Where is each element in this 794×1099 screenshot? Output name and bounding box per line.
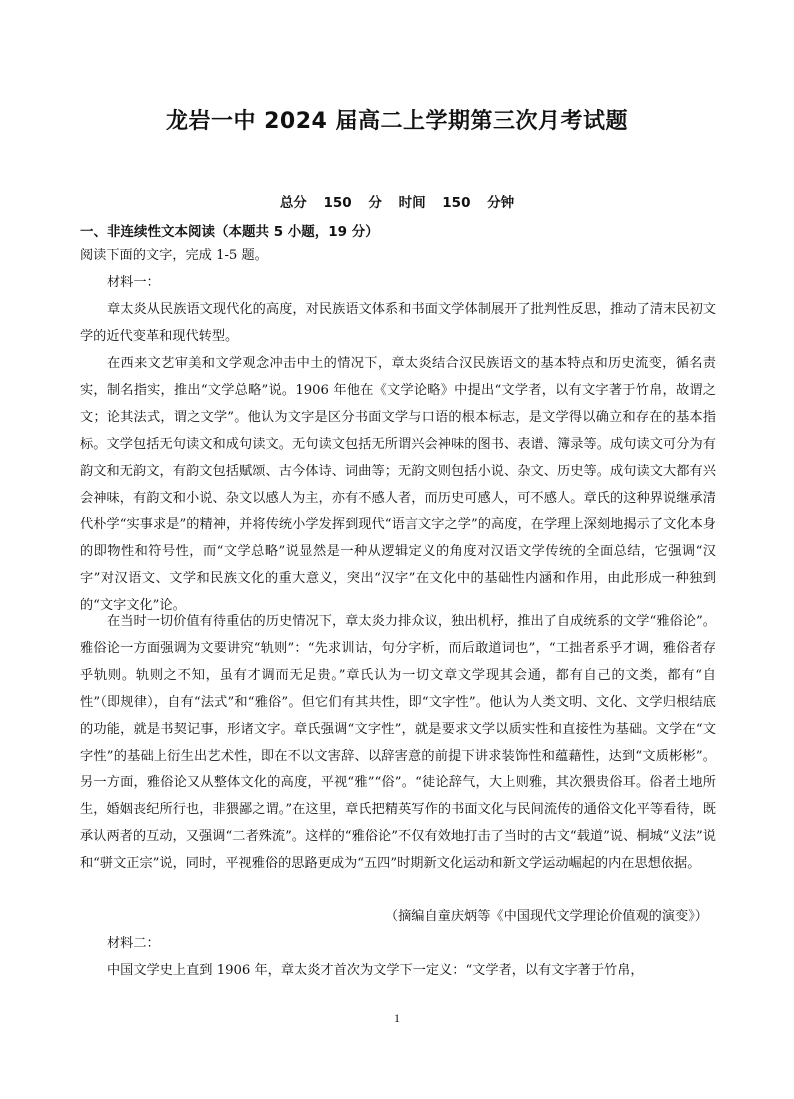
material-2-label: 材料二： xyxy=(107,936,160,951)
reading-instruction: 阅读下面的文字，完成 1-5 题。 xyxy=(80,248,268,263)
paragraph-2: 在西来文艺审美和文学观念冲击中土的情况下，章太炎结合汉民族语文的基本特点和历史流变，循名责实，制名指实，推出“文学总略”说。1906 年他在《文学论略》中提出“文学者，以有文字著于竹帛，故谓之文；论其法式，谓之文学”。他认为文字是区分书面文学与口语的根本标志，是文学得以确立和存在的基本指标。文学包括无句读文和成句读文。无句读文包括无所谓兴会神味的图书、表谱、簿录等。成句读文可分为有韵文和无韵文，有韵文包括赋颂、古今体诗、词曲等；无韵文则包括小说、杂文、历史等。成句读文大都有兴会神味，有韵文和小说、杂文以感人为主，亦有不感人者，而历史可感人，可不感人。章氏的这种界说继承清代朴学“实事求是”的精神，并将传统小学发挥到现代“语言文字之学”的高度，在学理上深刻地揭示了文化本身的即物性和符号性，而“文学总略”说显然是一种从逻辑定义的角度对汉语文学传统的全面总结，它强调“汉字”对汉语文、文学和民族文化的重大意义，突出“汉字”在文化中的基础性内涵和作用，由此形成一种独到的“文字文化”论。 xyxy=(80,356,716,614)
exam-title: 龙岩一中 2024 届高二上学期第三次月考试题 xyxy=(165,109,629,134)
page-number: 1 xyxy=(394,1011,400,1025)
material-2-text: 中国文学史上直到 1906 年，章太炎才首次为文学下一定义：“文学者，以有文字著于竹帛， xyxy=(107,963,644,978)
paragraph-3: 在当时一切价值有待重估的历史情况下，章太炎力排众议，独出机杼，推出了自成统系的文学“雅俗论”。雅俗论一方面强调为文要讲究“轨则”：“先求训诂，句分字析，而后敢道词也”，“工拙者系乎才调，雅俗者存乎轨则。轨则之不知，虽有才调而无足贵。”章氏认为一切文章文学现其会通，都有自己的文类，都有“自性”（即规律），自有“法式”和“雅俗”。但它们有其共性，即“文字性”。他认为人类文明、文化、文学归根结底的功能，就是书契记事，形诸文字。章氏强调“文字性”，就是要求文学以质实性和直接性为基础。文学在“文字性”的基础上衍生出艺术性，即在不以文害辞、以辞害意的前提下讲求装饰性和蕴藉性，达到“文质彬彬”。另一方面，雅俗论又从整体文化的高度，平视“雅”“俗”。“徒论辞气，大上则雅，其次猥贵俗耳。俗者土地所生，婚姻丧纪所行也，非猥鄙之谓。”在这里，章氏把精英写作的书面文化与民间流传的通俗文化平等看待，既承认两者的互动，又强调“二者殊流”。这样的“雅俗论”不仅有效地打击了当时的古文“载道”说、桐城“义法”说和“骈文正宗”说，同时，平视雅俗的思路更成为“五四”时期新文化运动和新文学运动崛起的内在思想依据。 xyxy=(80,614,716,872)
material-1-label: 材料一： xyxy=(107,275,160,290)
section-heading: 一、非连续性文本阅读（本题共 5 小题，19 分） xyxy=(80,224,379,240)
paragraph-1: 章太炎从民族语文现代化的高度，对民族语文体系和书面文学体制展开了批判性反思，推动了清末民初文学的近代变革和现代转型。 xyxy=(80,302,716,344)
score-time-info: 总分 150 分 时间 150 分钟 xyxy=(279,195,515,211)
source-citation: （摘编自童庆炳等《中国现代文学理论价值观的演变》） xyxy=(384,909,708,924)
